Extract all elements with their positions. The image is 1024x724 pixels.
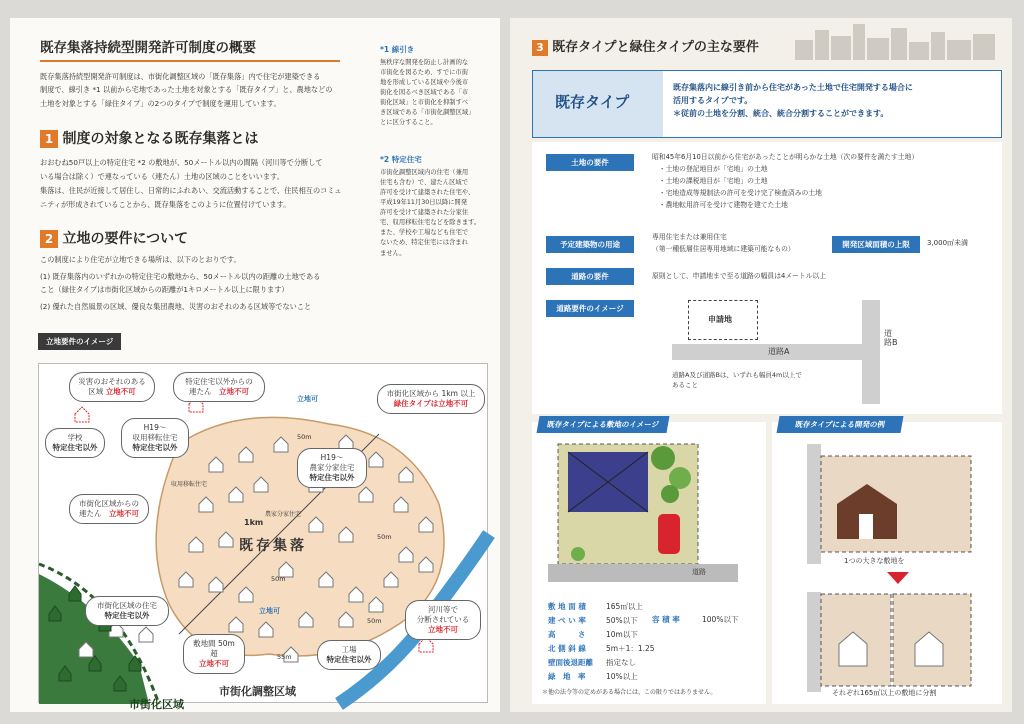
- before-caption: 1つの大きな敷地を: [844, 557, 905, 565]
- section-1-heading: [40, 130, 258, 148]
- dist-50m-4: 50m: [367, 617, 382, 625]
- section-2-heading: [40, 230, 188, 248]
- left-page: [10, 18, 500, 712]
- site-road-label: 道路: [692, 568, 706, 576]
- spec-label: 壁面後退距離: [548, 658, 593, 667]
- dist-55m: 55m: [277, 653, 292, 661]
- note-1-body: 無秩序な開発を防止し計画的な 市街化を図るため、すでに市街 地を形成している区域や今後市 街化を図るべき区域である「市 街化区域」と市街化を抑制すべ き区域である「市街化調整区域」 とに区分すること。: [380, 59, 475, 127]
- intro-text: 既存集落持続型開発許可制度は、市街化調整区域の「既存集落」内で住宅が建築できる 制度で、線引き *1 以前から宅地であった土地を対象とする「既存タイプ」と、農地などの 土地を対象とする「緑住タイプ」の2つのタイプで制度を運用しています。: [40, 72, 333, 108]
- req-body-road: 原則として、申請地まで至る道路の幅員は4メートル以上: [652, 272, 827, 280]
- development-illustration: [787, 444, 987, 694]
- title-underline: [40, 60, 340, 62]
- after-caption: それぞれ165㎡以上の敷地に分割: [832, 689, 937, 697]
- requirements-card: [532, 142, 1002, 414]
- zone-left-label: 市街化区域: [129, 698, 184, 711]
- arrow-down-icon: [887, 572, 909, 584]
- note-2-body: 市街化調整区域内の住宅（兼用 住宅も含む）で、建たん区域で 許可を受けて建築された住宅や、 平成19年11月30日以降に開発 許可を受けて建築された分家住 宅、収用移転住宅などを除きます。 また、学校や工場なども住宅で ないため、特定住宅には含まれ ません。: [380, 169, 481, 257]
- diagram-label: 立地要件のイメージ: [38, 333, 121, 350]
- section-1-number: 1: [40, 130, 58, 148]
- callout-tsuredan: 特定住宅以外からの 連たん 立地不可: [173, 372, 265, 402]
- tree-4: [571, 547, 585, 561]
- callout-disaster: 災害のおそれのある 区域 立地不可: [69, 372, 155, 402]
- spec-value: 165㎡以上: [606, 602, 643, 611]
- road-diagram: [672, 300, 972, 410]
- shuyo-house-label: 収用移転住宅: [171, 481, 208, 488]
- car: [658, 514, 680, 554]
- spec-label: 北 側 斜 線: [548, 644, 586, 653]
- development-example-title: 既存タイプによる開発の例: [777, 416, 904, 433]
- dist-50m-2: 50m: [271, 575, 286, 583]
- spec-far-label: 容 積 率: [652, 615, 680, 624]
- house-icon: [139, 627, 153, 642]
- spec-row: [548, 600, 758, 614]
- callout-factory: 工場 特定住宅以外: [317, 640, 381, 670]
- spec-label: 高 さ: [548, 630, 586, 639]
- spec-table: [548, 600, 758, 684]
- requirement-1: (1) 既存集落内のいずれかの特定住宅の敷地から、50メートル以内の距離の土地である こと（緑住タイプは市街化区域からの距離が1キロメートル以上に限ります）: [40, 272, 321, 295]
- req-label-use: 予定建築物の用途: [546, 236, 634, 253]
- type-box: [532, 70, 1002, 138]
- road-b-label: 道路B: [884, 329, 898, 347]
- zone-right-label: 市街化調整区域: [219, 685, 296, 698]
- urbanization-zone-area: [39, 574, 149, 704]
- req-body-use: 専用住宅または兼用住宅 （第一種低層住居専用地域に建築可能なもの）: [652, 233, 795, 253]
- callout-h19-shuyo: H19～ 収用移転住宅 特定住宅以外: [121, 418, 189, 458]
- section-1-title: 制度の対象となる既存集落とは: [62, 131, 259, 147]
- development-example-card: [772, 422, 1002, 704]
- bunke-house-label: 農家分家住宅: [265, 511, 302, 518]
- area-limit-label: 開発区域面積の上限: [832, 236, 920, 253]
- page-title: 既存集落持続型開発許可制度の概要: [40, 40, 256, 56]
- section-2-number: 2: [40, 230, 58, 248]
- spec-row: [548, 642, 758, 656]
- spec-row: [548, 656, 758, 670]
- type-name-panel: [533, 71, 663, 137]
- callout-river: 河川等で 分断されている 立地不可: [405, 600, 481, 640]
- site-illustration: [548, 444, 748, 584]
- req-label-land: 土地の要件: [546, 154, 634, 171]
- callout-shigai-tsuredan: 市街化区域からの 連たん 立地不可: [69, 494, 149, 524]
- req-body-land: 昭和45年6月10日以前から住宅があったことが明らかな土地（次の要件を満たす土地） ・土地の登記地目が「宅地」の土地 ・土地の課税地目が「宅地」の土地 ・宅地造成等規制法の許可を受け完了検査済みの土地 ・農地転用許可を受けて建物を建てた土地: [652, 153, 919, 209]
- callout-shigai-house: 市街化区域の住宅 特定住宅以外: [85, 596, 169, 626]
- spec-far-value: 100%以下: [702, 615, 739, 624]
- ok-label-1: 立地可: [297, 395, 318, 403]
- spec-value: 指定なし: [606, 658, 636, 667]
- callout-h19-bunke: H19～ 農家分家住宅 特定住宅以外: [297, 448, 367, 488]
- spec-row: [548, 628, 758, 642]
- road-strip: [548, 564, 738, 582]
- callout-dist50: 敷地間 50m超 立地不可: [183, 634, 245, 674]
- tree-1: [651, 446, 675, 470]
- road-a: [672, 344, 862, 360]
- spec-value: 10m以下: [606, 630, 638, 639]
- spec-value: 5m＋1：1.25: [606, 644, 655, 653]
- location-diagram: [38, 363, 488, 711]
- dist-50m-1: 50m: [297, 433, 312, 441]
- right-page: [510, 18, 1012, 712]
- section-3-title: 既存タイプと緑住タイプの主な要件: [552, 40, 759, 55]
- section-3-number: 3: [532, 40, 548, 56]
- diagram-canvas: [39, 364, 489, 704]
- type-name: 既存タイプ: [555, 93, 630, 111]
- spec-label: 建 ぺ い 率: [548, 616, 586, 625]
- area-limit-value: 3,000㎡未満: [927, 239, 969, 247]
- site-image-card: [532, 422, 766, 704]
- spec-footnote: ＊他の法令等の定めがある場合には、この限りではありません。: [542, 689, 717, 696]
- spec-value: 10%以上: [606, 672, 638, 681]
- type-description: 既存集落内に線引き前から住宅があった土地で住宅開発する場合に 活用するタイプです。 ＊従前の土地を分割、統合、統合分割することができます。: [673, 83, 913, 119]
- section-2-title: 立地の要件について: [62, 231, 189, 247]
- section-1-body: おおむね50戸以上の特定住宅 *2 の敷地が、50メートル以内の間隔（河川等で分断して いる場合は除く）で連なっている（連たん）土地の区域のことをいいます。 集落は、住民が近接して居住し、日常的にふれあい、交流活動することで、住民相互のコミュ ニティが形成されていることから、既存集落をこのように位置付けています。: [40, 158, 342, 210]
- callout-school: 学校 特定住宅以外: [45, 428, 105, 458]
- requirement-2: (2) 優れた自然風景の区域、優良な集団農地、災害のおそれのある区域等でないこと: [40, 302, 312, 311]
- note-2-head: *2 特定住宅: [380, 155, 422, 164]
- req-label-road: 道路の要件: [546, 268, 634, 285]
- spec-label: 敷 地 面 積: [548, 602, 586, 611]
- spec-row: [548, 670, 758, 684]
- house-icon: [75, 407, 89, 422]
- road-note: 道路A及び道路Bは、いずれも幅員4m以上で あること: [672, 371, 802, 390]
- site-image-title: 既存タイプによる敷地のイメージ: [537, 416, 670, 433]
- skyline-icon: [795, 20, 995, 60]
- spec-value: 50%以下: [606, 616, 638, 625]
- section-2-lead: この制度により住宅が立地できる場所は、以下のとおりです。: [40, 255, 241, 264]
- ok-label-2: 立地可: [259, 607, 280, 615]
- road-a-label: 道路A: [768, 347, 790, 356]
- section-3-heading: [532, 40, 759, 56]
- req-label-road-image: 道路要件のイメージ: [546, 300, 634, 317]
- distance-1km: 1km: [244, 518, 264, 527]
- callout-1km: 市街化区域から 1km 以上 緑住タイプは立地不可: [377, 384, 485, 414]
- site-label: 申請地: [708, 315, 732, 324]
- settlement-label: 既存集落: [239, 538, 307, 554]
- tree-3: [661, 485, 679, 503]
- house-icon-urban: [69, 586, 81, 601]
- road-b: [862, 300, 880, 404]
- dist-50m-3: 50m: [377, 533, 392, 541]
- note-1-head: *1 線引き: [380, 45, 415, 54]
- spec-label: 緑 地 率: [548, 672, 586, 681]
